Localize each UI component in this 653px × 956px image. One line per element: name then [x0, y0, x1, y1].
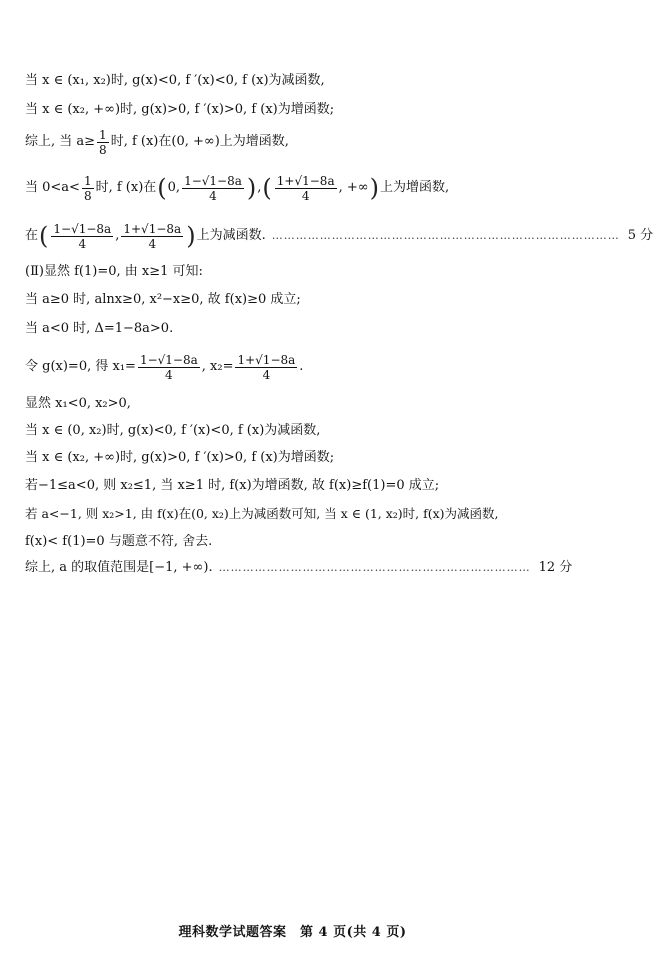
fraction-one-eighth: $\frac{1}{8}$ [99, 127, 107, 157]
fraction-x2: $\frac{1+√1-8a}{4}$ [123, 221, 182, 251]
interval-right-bracket: ) [369, 174, 379, 202]
line-11-text: 当 x ∈ (0, x₂)时, g(x)<0, f ′(x)<0, f (x)为减函数, [25, 423, 321, 438]
separator: , [257, 180, 262, 195]
line-15 [25, 533, 565, 551]
line-9-prefix: 令 g(x)=0, 得 x₁= [25, 359, 136, 374]
line-15-text: f(x)< f(1)=0 与题意不符, 舍去. [25, 534, 213, 549]
line-4 [25, 170, 565, 206]
line-14 [25, 505, 565, 523]
line-7-text: 当 a≥0 时, alnx≥0, x²−x≥0, 故 f(x)≥0 成立; [25, 292, 301, 307]
line-4-suffix: 上为增函数, [379, 180, 450, 195]
dot-leader: …………………………………………………………………………… [271, 229, 620, 242]
interval-right-bracket: ) [186, 222, 196, 250]
interval-start: 0, [167, 180, 181, 195]
line-16 [25, 559, 573, 577]
line-6-text: (Ⅱ)显然 f(1)=0, 由 x≥1 可知: [25, 264, 203, 279]
line-4-middle: 时, f (x)在 [95, 180, 157, 195]
interval-left-bracket: ( [157, 174, 167, 202]
line-9-suffix: . [299, 359, 304, 374]
separator: , [115, 228, 120, 243]
line-8-text: 当 a<0 时, Δ=1−8a>0. [25, 321, 174, 336]
line-13-text: 若−1≤a<0, 则 x₂≤1, 当 x≥1 时, f(x)为增函数, 故 f(x)≥f(1)=0 成立; [25, 478, 440, 493]
line-13 [25, 477, 565, 495]
line-11 [25, 422, 565, 440]
fraction-x1: $\frac{1-√1-8a}{4}$ [184, 173, 242, 203]
line-9-middle: , x₂= [201, 359, 234, 374]
line-1-text: 当 x ∈ (x₁, x₂)时, g(x)<0, f ′(x)<0, f (x)为减函数, [25, 73, 325, 88]
page-footer: 理科数学试题答案 第 4 页(共 4 页) [178, 925, 407, 940]
dot-leader: …………………………………………………………………… [218, 561, 531, 574]
line-5-prefix: 在 [25, 228, 39, 243]
line-1 [25, 72, 565, 90]
line-12-text: 当 x ∈ (x₂, +∞)时, g(x)>0, f ′(x)>0, f (x)为增函数; [25, 450, 335, 465]
line-5-suffix: 上为减函数. [196, 228, 266, 243]
interval-right-bracket: ) [246, 174, 257, 202]
fraction-x1: $\frac{1-√1-8a}{4}$ [53, 221, 112, 251]
line-6 [25, 263, 565, 281]
line-10 [25, 395, 565, 413]
fraction-x2: $\frac{1+√1-8a}{4}$ [276, 173, 335, 203]
fraction-x1: $\frac{1-√1-8a}{4}$ [139, 352, 198, 382]
line-5 [25, 218, 653, 254]
line-16-text: 综上, a 的取值范围是[−1, +∞). [25, 560, 213, 575]
fraction-x2: $\frac{1+√1-8a}{4}$ [237, 352, 296, 382]
line-9 [25, 349, 565, 385]
line-3 [25, 124, 565, 160]
line-4-prefix: 当 0<a< [25, 180, 80, 195]
line-8 [25, 320, 565, 338]
line-2-text: 当 x ∈ (x₂, +∞)时, g(x)>0, f ′(x)>0, f (x)为增函数; [25, 102, 335, 117]
line-3-prefix: 综上, 当 a≥ [25, 134, 96, 149]
score-12: 12 分 [538, 560, 573, 575]
score-5: 5 分 [627, 228, 653, 243]
line-12 [25, 449, 565, 467]
line-3-suffix: 时, f (x)在(0, +∞)上为增函数, [110, 134, 289, 149]
fraction-one-eighth: $\frac{1}{8}$ [83, 173, 92, 203]
interval-infinity: , +∞ [338, 180, 369, 195]
interval-left-bracket: ( [262, 174, 272, 202]
line-10-text: 显然 x₁<0, x₂>0, [25, 396, 131, 411]
line-7 [25, 291, 565, 309]
line-2 [25, 101, 565, 119]
line-14-text: 若 a<−1, 则 x₂>1, 由 f(x)在(0, x₂)上为减函数可知, 当 x ∈ (1, x₂)时, f(x)为减函数, [25, 506, 499, 521]
interval-left-bracket: ( [39, 222, 49, 250]
